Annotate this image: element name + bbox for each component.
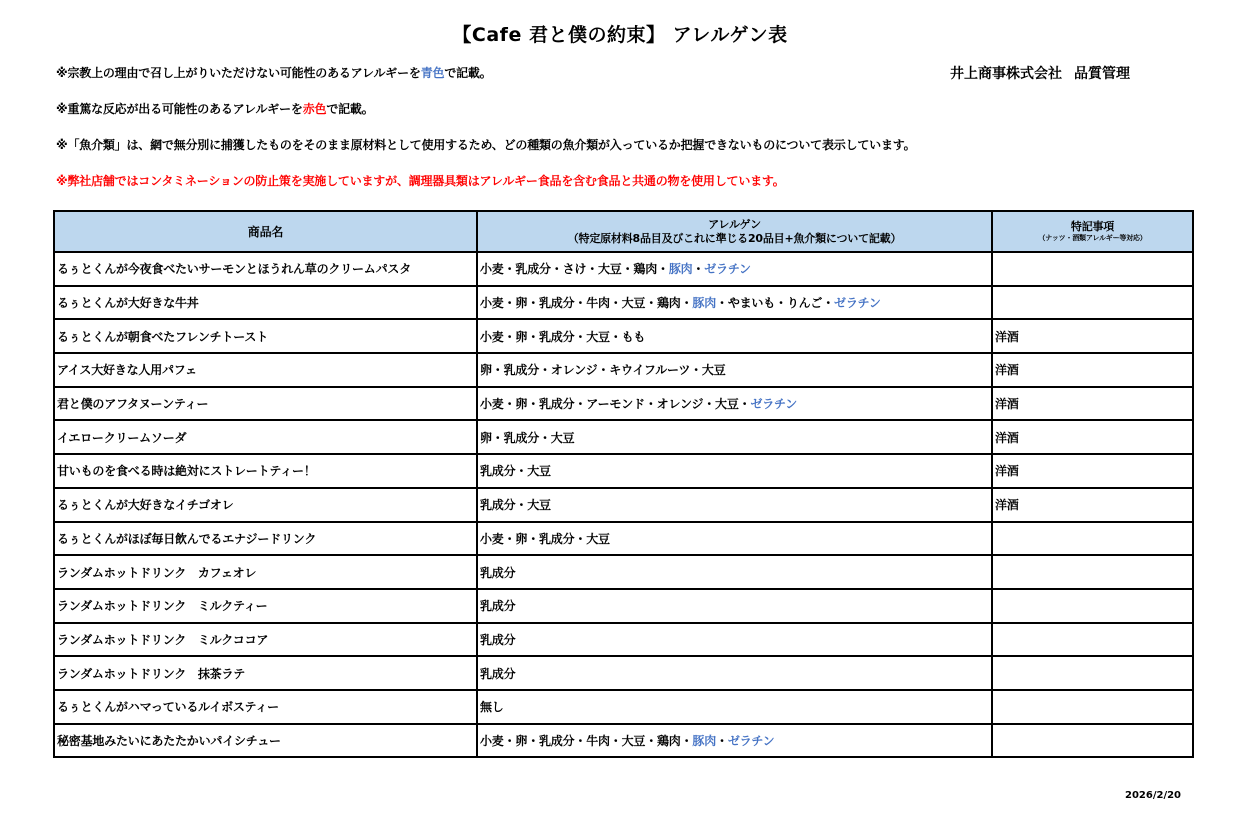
allergen-religious: ゼラチン <box>750 397 798 412</box>
allergen-text: 乳成分 <box>480 599 516 614</box>
note-severe-highlight: 赤色 <box>302 102 327 116</box>
allergen-text: 乳成分・大豆 <box>480 464 551 479</box>
allergen-cell <box>477 286 992 320</box>
product-name-cell: 甘いものを食べる時は絶対にストレートティー！ <box>54 454 477 488</box>
allergen-cell <box>477 488 992 522</box>
note-seafood: ※「魚介類」は、網で無分別に捕獲したものをそのまま原材料として使用するため、どの種類の魚介類が入っているか把握できないものについて表示しています。 <box>56 138 916 152</box>
allergen-text: 小麦・卵・乳成分・大豆・もも <box>480 329 646 344</box>
allergen-text: 乳成分 <box>480 666 516 681</box>
company-label <box>950 63 1130 83</box>
product-name-cell: ランダムホットドリンク ミルクココア <box>54 623 477 657</box>
special-notes-cell: 洋酒 <box>992 353 1193 387</box>
note-severe <box>56 100 374 117</box>
table-row <box>54 319 1193 353</box>
table-header-row <box>54 211 1193 252</box>
table-row <box>54 353 1193 387</box>
special-notes-cell <box>992 724 1193 758</box>
allergen-cell <box>477 724 992 758</box>
allergen-cell <box>477 589 992 623</box>
allergen-cell <box>477 353 992 387</box>
header-allergen <box>477 211 992 252</box>
product-name-cell: ランダムホットドリンク カフェオレ <box>54 555 477 589</box>
product-name-cell: るぅとくんが今夜食べたいサーモンとほうれん草のクリームパスタ <box>54 252 477 286</box>
table-row <box>54 656 1193 690</box>
table-row <box>54 555 1193 589</box>
table-row <box>54 420 1193 454</box>
special-notes-cell <box>992 286 1193 320</box>
allergen-cell <box>477 656 992 690</box>
note-religious-prefix: ※宗教上の理由で召し上がりいただけない可能性のあるアレルギーを <box>56 66 421 80</box>
allergen-cell <box>477 522 992 556</box>
product-name-cell: るぅとくんが大好きなイチゴオレ <box>54 488 477 522</box>
special-notes-cell <box>992 555 1193 589</box>
allergen-text: 乳成分 <box>480 632 516 647</box>
product-name-cell: るぅとくんが朝食べたフレンチトースト <box>54 319 477 353</box>
allergen-cell <box>477 555 992 589</box>
header-product <box>54 211 477 252</box>
header-product-label: 商品名 <box>247 224 284 239</box>
note-severe-suffix: で記載。 <box>326 102 374 116</box>
header-allergen-sublabel: （特定原材料8品目及びこれに準じる20品目+魚介類について記載） <box>567 231 902 245</box>
special-notes-cell <box>992 690 1193 724</box>
note-contamination: ※弊社店舗ではコンタミネーションの防止策を実施していますが、調理器具類はアレルギー食品を含む食品と共通の物を使用しています。 <box>56 174 785 188</box>
product-name-cell: 秘密基地みたいにあたたかいパイシチュー <box>54 724 477 758</box>
company-department: 品質管理 <box>1074 66 1130 82</box>
special-notes-cell: 洋酒 <box>992 420 1193 454</box>
allergen-text: 卵・乳成分・オレンジ・キウイフルーツ・大豆 <box>480 363 726 378</box>
note-severe-prefix: ※重篤な反応が出る可能性のあるアレルギーを <box>56 102 303 116</box>
allergen-text: 卵・乳成分・大豆 <box>480 430 575 445</box>
allergen-religious: ゼラチン <box>834 296 881 311</box>
document-date: 2026/2/20 <box>1125 790 1182 801</box>
allergen-cell <box>477 420 992 454</box>
special-notes-cell: 洋酒 <box>992 488 1193 522</box>
product-name-cell: るぅとくんがほぼ毎日飲んでるエナジードリンク <box>54 522 477 556</box>
allergen-text: 乳成分 <box>480 565 516 580</box>
allergen-religious: ゼラチン <box>727 733 775 748</box>
allergen-text: 小麦・卵・乳成分・アーモンド・オレンジ・大豆・ <box>480 397 751 412</box>
header-notes <box>992 211 1193 252</box>
allergen-text: 乳成分・大豆 <box>480 498 551 513</box>
note-religious-highlight: 青色 <box>420 66 445 80</box>
special-notes-cell: 洋酒 <box>992 387 1193 421</box>
product-name-cell: ランダムホットドリンク ミルクティー <box>54 589 477 623</box>
table-row <box>54 623 1193 657</box>
header-allergen-label: アレルゲン <box>708 217 761 231</box>
allergen-cell <box>477 690 992 724</box>
special-notes-cell: 洋酒 <box>992 454 1193 488</box>
allergen-text: ・ <box>716 733 728 748</box>
allergen-cell <box>477 387 992 421</box>
note-religious <box>56 64 492 81</box>
document-title: 【Cafe 君と僕の約束】 アレルゲン表 <box>452 24 788 46</box>
header-notes-sublabel: （ナッツ・酒類アレルギー等対応） <box>1038 234 1147 242</box>
table-body <box>54 252 1193 757</box>
product-name-cell: るぅとくんが大好きな牛丼 <box>54 286 477 320</box>
allergen-text: 小麦・卵・乳成分・牛肉・大豆・鶏肉・ <box>480 296 693 311</box>
note-religious-suffix: で記載。 <box>444 66 492 80</box>
table-row <box>54 387 1193 421</box>
special-notes-cell <box>992 252 1193 286</box>
special-notes-cell <box>992 623 1193 657</box>
allergen-text: 小麦・卵・乳成分・牛肉・大豆・鶏肉・ <box>480 733 693 748</box>
special-notes-cell: 洋酒 <box>992 319 1193 353</box>
allergen-text: ・やまいも・りんご・ <box>716 296 835 311</box>
product-name-cell: ランダムホットドリンク 抹茶ラテ <box>54 656 477 690</box>
header-notes-label: 特記事項 <box>1070 220 1115 233</box>
product-name-cell: アイス大好きな人用パフェ <box>54 353 477 387</box>
company-name: 井上商事株式会社 <box>950 66 1062 82</box>
product-name-cell: 君と僕のアフタヌーンティー <box>54 387 477 421</box>
allergen-religious: 豚肉 <box>692 296 717 311</box>
allergen-table <box>53 210 1194 758</box>
allergen-text: 無し <box>480 700 504 715</box>
table-row <box>54 286 1193 320</box>
table-row <box>54 522 1193 556</box>
special-notes-cell <box>992 589 1193 623</box>
allergen-religious: ゼラチン <box>704 262 751 277</box>
table-row <box>54 454 1193 488</box>
product-name-cell: イエロークリームソーダ <box>54 420 477 454</box>
special-notes-cell <box>992 522 1193 556</box>
allergen-text: 小麦・卵・乳成分・大豆 <box>480 531 610 546</box>
allergen-text: ・ <box>692 262 705 277</box>
allergen-cell <box>477 252 992 286</box>
allergen-religious: 豚肉 <box>692 733 717 748</box>
allergen-religious: 豚肉 <box>668 262 693 277</box>
table-row <box>54 589 1193 623</box>
table-row <box>54 252 1193 286</box>
special-notes-cell <box>992 656 1193 690</box>
table-row <box>54 724 1193 758</box>
table-row <box>54 690 1193 724</box>
allergen-cell <box>477 623 992 657</box>
product-name-cell: るぅとくんがハマっているルイボスティー <box>54 690 477 724</box>
allergen-cell <box>477 454 992 488</box>
allergen-text: 小麦・乳成分・さけ・大豆・鶏肉・ <box>480 262 669 277</box>
table-row <box>54 488 1193 522</box>
allergen-cell <box>477 319 992 353</box>
